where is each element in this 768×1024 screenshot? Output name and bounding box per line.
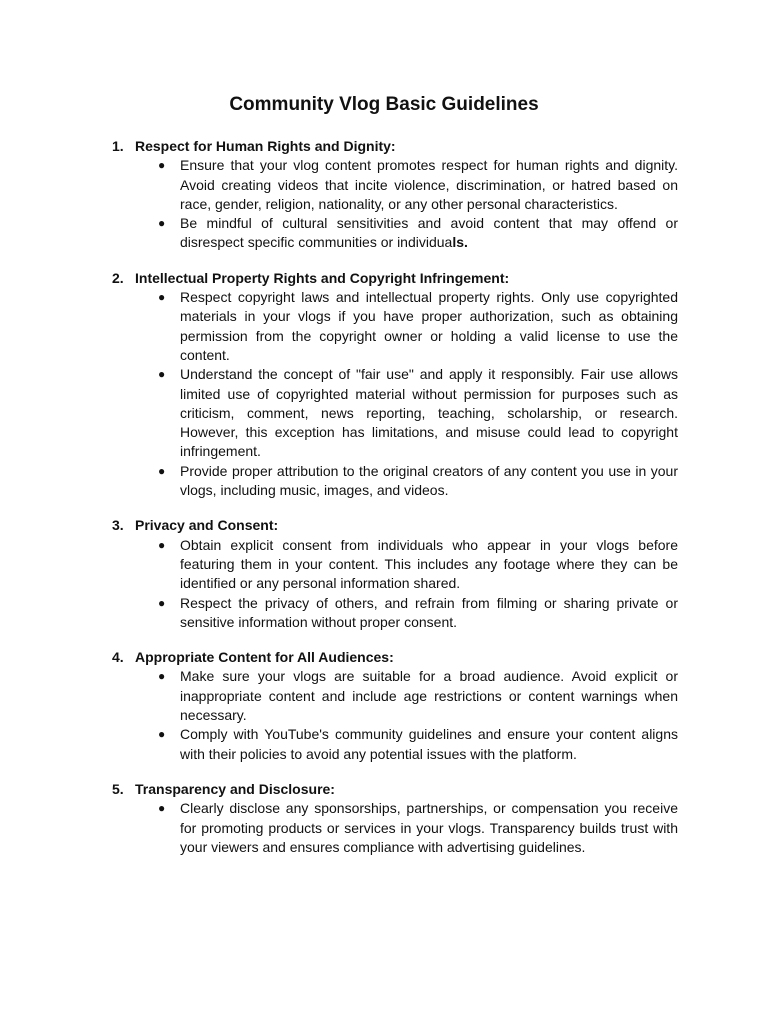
page-title: Community Vlog Basic Guidelines: [229, 94, 539, 115]
bullet-icon: ●: [158, 537, 166, 552]
bullet-item: [112, 365, 678, 461]
bullet-text: Make sure your vlogs are suitable for a broad audience. Avoid explicit or inappropriate content and include age restrictions or content warnings when necessary.: [180, 668, 678, 724]
bullet-item: [112, 536, 678, 594]
bullet-icon: ●: [158, 367, 166, 382]
bullet-text: Provide proper attribution to the original creators of any content you use in your vlogs, including music, images, and videos.: [180, 462, 678, 499]
bullet-text: Clearly disclose any sponsorships, partnerships, or compensation you receive for promoting products or services in your vlogs. Transparency builds trust with your viewers and ensures compliance with advertising guidelines.: [180, 800, 678, 855]
guideline-section: [112, 137, 678, 253]
bullet-item: [112, 725, 678, 764]
section-number: 4.: [112, 649, 124, 666]
section-heading: [112, 137, 678, 156]
bullet-text: Be mindful of cultural sensitivities and avoid content that may offend or disrespect specific communities or individua: [180, 215, 678, 251]
section-number: 5.: [112, 780, 124, 797]
guideline-section: [112, 780, 678, 857]
bullet-icon: ●: [158, 290, 166, 305]
bullet-item: [112, 667, 678, 725]
bullet-icon: ●: [158, 216, 166, 231]
bullet-item: [112, 594, 678, 633]
bullet-icon: ●: [158, 669, 166, 684]
section-heading-text: Intellectual Property Rights and Copyright Infringement:: [135, 269, 510, 286]
bullet-icon: ●: [158, 158, 166, 173]
section-heading-text: Appropriate Content for All Audiences:: [135, 649, 394, 666]
guideline-section: [112, 516, 678, 632]
section-number: 2.: [112, 269, 124, 286]
section-heading: [112, 516, 678, 535]
section-heading: [112, 780, 678, 799]
guideline-section: [112, 648, 678, 764]
section-heading-text: Privacy and Consent:: [135, 517, 279, 534]
bullet-text: Obtain explicit consent from individuals who appear in your vlogs before featuring them in your content. This includes any footage where they can be identified or any personal information shared.: [180, 536, 678, 592]
bullet-text-bold: ls.: [452, 234, 468, 251]
bullet-item: [112, 462, 678, 501]
guidelines-list: [112, 137, 678, 873]
bullet-item: [112, 799, 678, 857]
bullet-text: Understand the concept of "fair use" and apply it responsibly. Fair use allows limited use of copyrighted material without permission for purposes such as criticism, comment, news reporting, teaching, scholarship, or research. However, this exception has limitations, and misuse could lead to copyright infringement.: [180, 366, 678, 460]
bullet-item: [112, 214, 678, 253]
bullet-list: [112, 536, 678, 632]
bullet-list: [112, 288, 678, 500]
section-number: 3.: [112, 517, 124, 534]
bullet-text: Respect copyright laws and intellectual property rights. Only use copyrighted materials in your vlogs if you have proper authorization, such as obtaining permission from the copyright owner or holding a valid license to use the content.: [180, 289, 678, 363]
bullet-text: Respect the privacy of others, and refrain from filming or sharing private or sensitive information without proper consent.: [180, 594, 678, 630]
bullet-list: [112, 156, 678, 252]
bullet-list: [112, 799, 678, 857]
bullet-text: Ensure that your vlog content promotes respect for human rights and dignity. Avoid creating videos that incite violence, discrimination, or hatred based on race, gender, religion, nationality, or any other personal characteristics.: [180, 157, 678, 212]
section-heading: [112, 269, 678, 288]
guideline-section: [112, 269, 678, 501]
bullet-icon: ●: [158, 727, 166, 742]
bullet-list: [112, 667, 678, 763]
bullet-item: [112, 288, 678, 365]
bullet-icon: ●: [158, 801, 166, 816]
section-number: 1.: [112, 138, 124, 154]
section-heading: [112, 648, 678, 667]
bullet-icon: ●: [158, 595, 166, 610]
section-heading-text: Respect for Human Rights and Dignity:: [135, 138, 396, 154]
bullet-item: [112, 156, 678, 214]
section-heading-text: Transparency and Disclosure:: [135, 780, 335, 797]
bullet-icon: ●: [158, 463, 166, 478]
bullet-text: Comply with YouTube's community guidelines and ensure your content aligns with their policies to avoid any potential issues with the platform.: [180, 726, 678, 762]
